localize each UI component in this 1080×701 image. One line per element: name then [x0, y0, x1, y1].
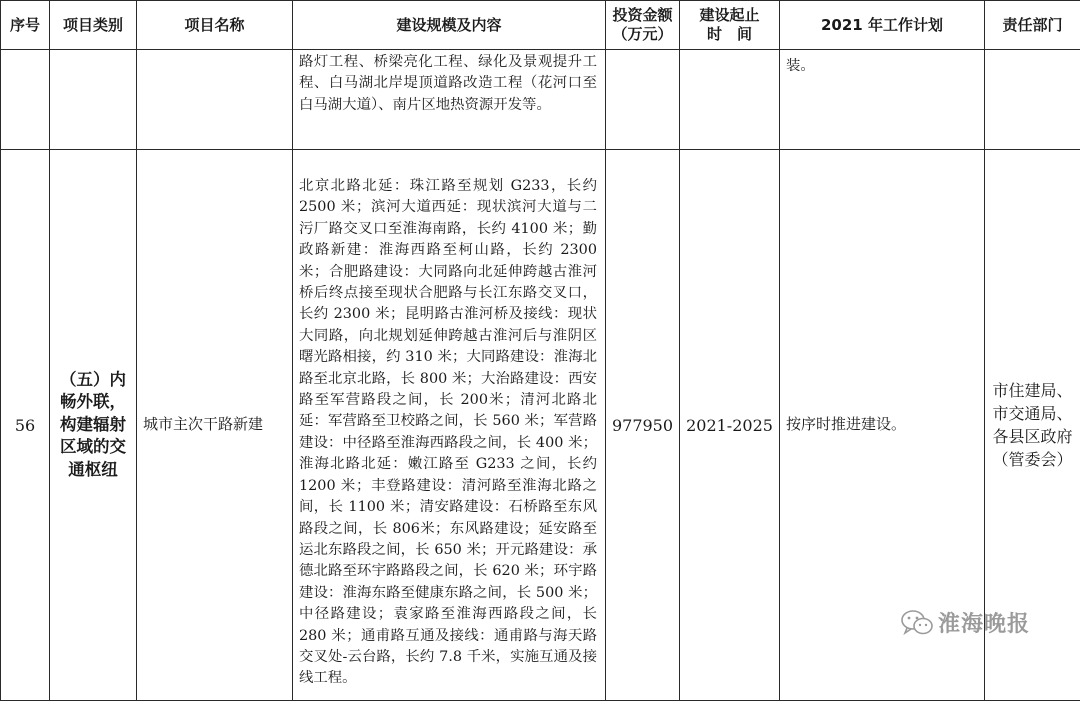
header-row — [1, 1, 1080, 50]
header-scale: 建设规模及内容 — [293, 1, 606, 50]
cell-invest: 977950 — [606, 150, 680, 701]
cell-category-empty — [50, 50, 137, 150]
cell-name-empty — [137, 50, 293, 150]
header-invest-line2: （万元） — [606, 25, 679, 44]
cell-period-empty — [680, 50, 780, 150]
table-row-continued — [1, 50, 1080, 150]
cell-category: （五）内畅外联，构建辐射区域的交通枢纽 — [50, 150, 137, 701]
cell-scale: 北京北路北延：珠江路至规划 G233，长约2500 米；滨河大道西延：现状滨河大道与二污厂路交叉口至淮海南路，长约 4100 米；勤政路新建：淮海西路至柯山路，长约 2300米；合肥路建设：大同路向北延伸跨越古淮河桥后终点接至现状合肥路与长江东路交叉口，长约 2300 米；昆明路古淮河桥及接线：现状大同路，向北规划延伸跨越古淮河后与淮阴区曙光路相接，约 310 米；大同路建设：淮海北路至北京北路，长 800 米；大治路建设：西安路至军营路段之间，长 200米；清河北路北延：军营路至卫校路之间，长 560 米；军营路建设：中径路至淮海西路段之间，长 400 米；淮海北路北延：嫩江路至 G233 之间，长约 1200 米；丰登路建设：清河路至淮海北路之间，长 1100 米；清安路建设：石桥路至东风路段之间，长 806米；东风路建设；延安路至运北东路段之间，长 650 米；开元路建设：承德北路至环宇路路段之间，长 620 米；环宇路建设：淮海东路至健康东路之间，长 500 米；中径路建设；袁家路至淮海西路段之间，长 280 米；通甫路互通及接线：通甫路与海天路交叉处-云台路，长约 7.8 千米，实施互通及接线工程。 — [293, 150, 606, 701]
cell-seq: 56 — [1, 150, 50, 701]
cell-plan: 按序时推进建设。 — [780, 150, 985, 701]
wechat-icon — [900, 609, 934, 637]
cell-seq-empty — [1, 50, 50, 150]
cell-scale-continued: 路灯工程、桥梁亮化工程、绿化及景观提升工程、白马湖北岸堤顶道路改造工程（花河口至白马湖大道）、南片区地热资源开发等。 — [293, 50, 606, 150]
header-plan: 2021 年工作计划 — [780, 1, 985, 50]
watermark — [900, 607, 1030, 638]
header-invest-line1: 投资金额 — [606, 6, 679, 25]
cell-period: 2021-2025 — [680, 150, 780, 701]
header-invest — [606, 1, 680, 50]
header-period-line1: 建设起止 — [680, 6, 779, 25]
header-period — [680, 1, 780, 50]
watermark-text: 淮海晚报 — [938, 607, 1030, 638]
header-seq: 序号 — [1, 1, 50, 50]
cell-invest-empty — [606, 50, 680, 150]
cell-name: 城市主次干路新建 — [137, 150, 293, 701]
header-dept: 责任部门 — [985, 1, 1080, 50]
cell-dept-empty — [985, 50, 1080, 150]
cell-dept: 市住建局、市交通局、各县区政府（管委会） — [985, 150, 1080, 701]
header-name: 项目名称 — [137, 1, 293, 50]
header-category: 项目类别 — [50, 1, 137, 50]
cell-plan-continued: 装。 — [780, 50, 985, 150]
header-period-line2: 时 间 — [680, 25, 779, 44]
